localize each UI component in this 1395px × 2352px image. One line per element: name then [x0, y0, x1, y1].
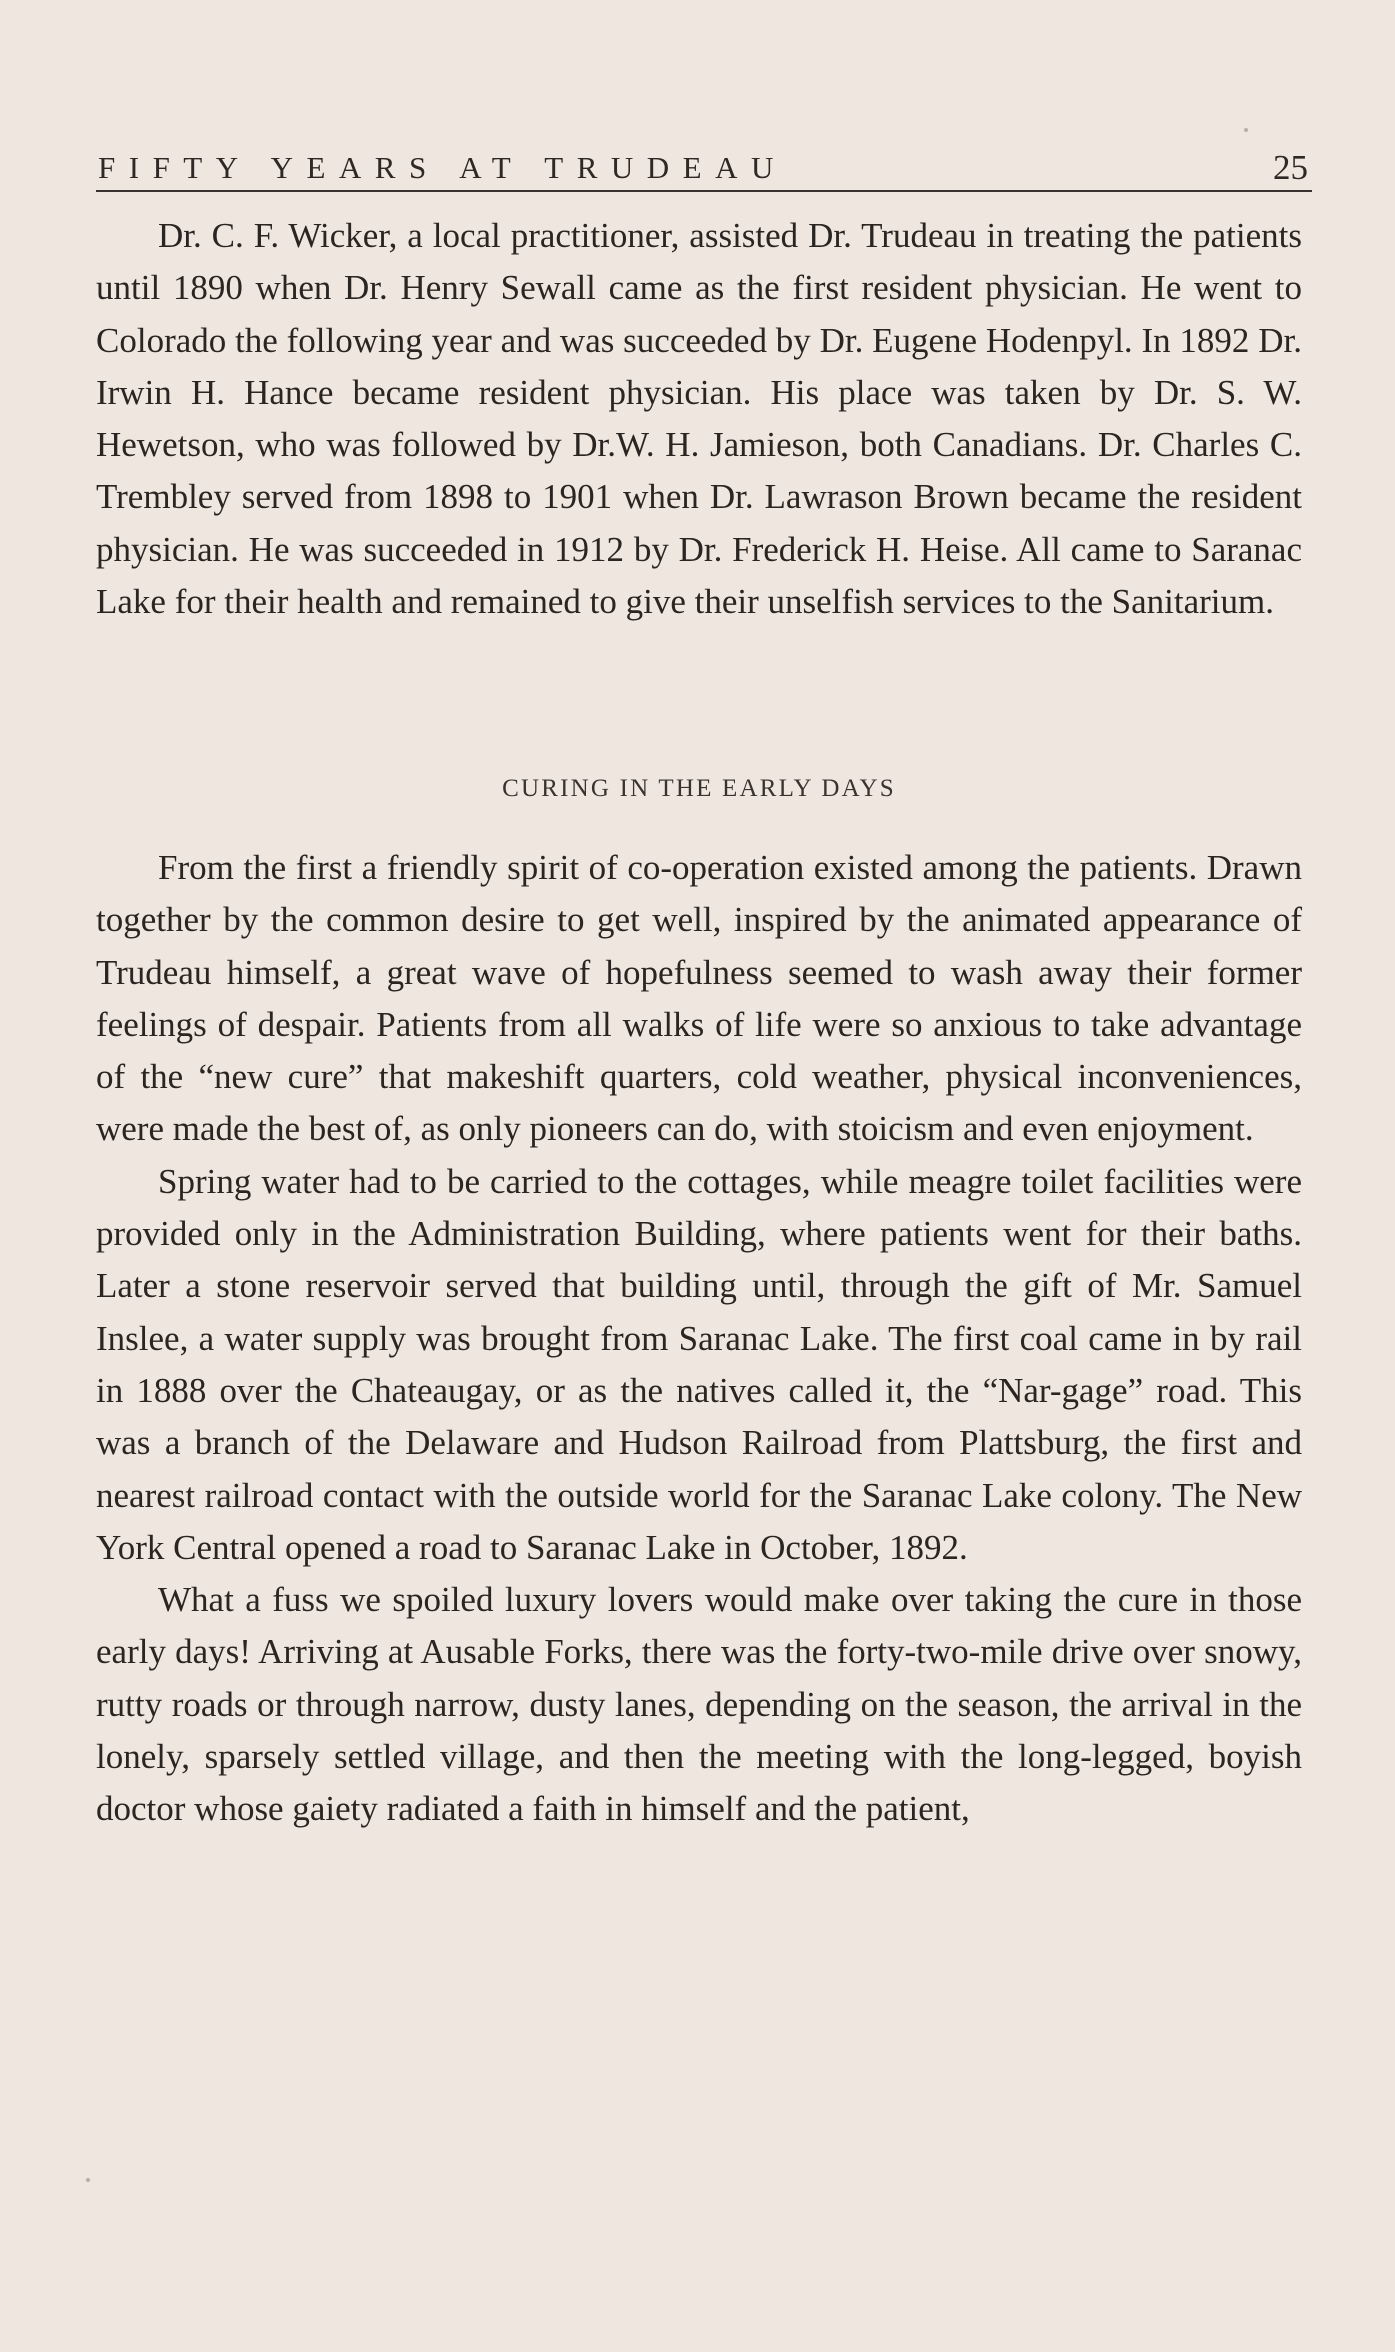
section-text-block [96, 842, 1302, 1836]
paragraph-early-days: What a fuss we spoiled luxury lovers would make over taking the cure in those early days! Arriving at Ausable Forks, there was the forty-two-mile drive over snowy, rutty roads or through narrow, dusty lanes, depending on the season, the arrival in the lonely, sparsely settled village, and then the meeting with the long-legged, boyish doctor whose gaiety radiated a faith in himself and the patient, [96, 1580, 1302, 1829]
section-heading: CURING IN THE EARLY DAYS [502, 775, 896, 802]
paper-speck [86, 2178, 90, 2182]
paper-speck [1244, 128, 1248, 132]
running-header [96, 148, 1312, 192]
page-number: 25 [1273, 148, 1308, 187]
top-text-block [96, 210, 1302, 628]
paragraph-resident-physicians: Dr. C. F. Wicker, a local practitioner, assisted Dr. Trudeau in treating the patients until 1890 when Dr. Henry Sewall came as the first resident physician. He went to Colorado the following year and was succeeded by Dr. Eugene Hodenpyl. In 1892 Dr. Irwin H. Hance became resident physician. His place was taken by Dr. S. W. Hewetson, who was followed by Dr.W. H. Jamieson, both Canadians. Dr. Charles C. Trembley served from 1898 to 1901 when Dr. Lawrason Brown became the resident physician. He was succeeded in 1912 by Dr. Frederick H. Heise. All came to Saranac Lake for their health and remained to give their unselfish services to the Sanitarium. [96, 216, 1302, 622]
paragraph-water-supply: Spring water had to be carried to the cottages, while meagre toilet facilities were provided only in the Administration Building, where patients went for their baths. Later a stone reservoir served that building until, through the gift of Mr. Samuel Inslee, a water supply was brought from Saranac Lake. The first coal came in by rail in 1888 over the Chateaugay, or as the natives called it, the “Nar-gage” road. This was a branch of the Delaware and Hudson Railroad from Plattsburg, the first and nearest railroad contact with the outside world for the Saranac Lake colony. The New York Central opened a road to Saranac Lake in October, 1892. [96, 1161, 1302, 1567]
running-title: FIFTY YEARS AT TRUDEAU [98, 150, 787, 185]
paragraph-cooperation: From the first a friendly spirit of co-operation existed among the patients. Drawn together by the common desire to get well, inspired by the animated appearance of Trudeau himself, a great wave of hopefulness seemed to wash away their former feelings of despair. Patients from all walks of life were so anxious to take advantage of the “new cure” that makeshift quarters, cold weather, physical inconveniences, were made the best of, as only pioneers can do, with stoicism and even enjoyment. [96, 848, 1302, 1149]
